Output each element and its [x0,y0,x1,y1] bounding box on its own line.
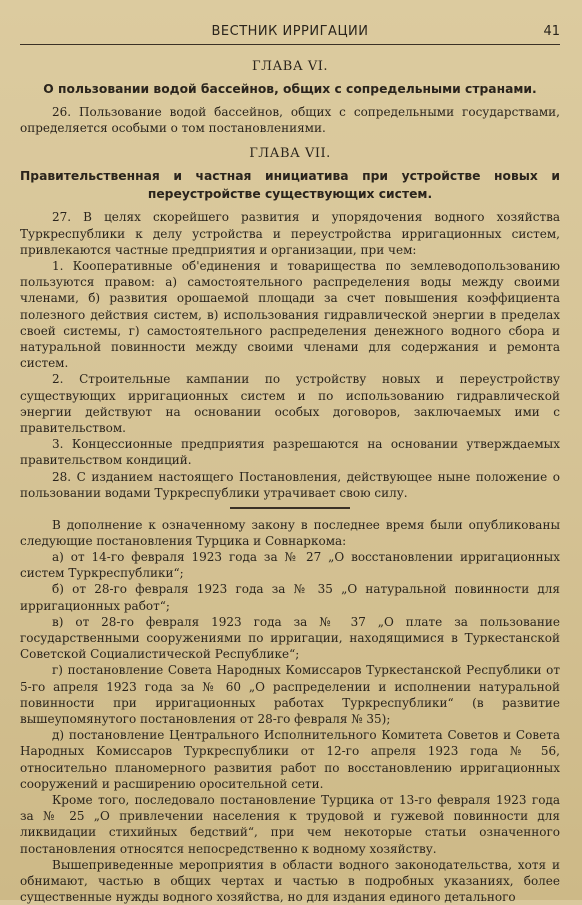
article-28: 28. С изданием настоящего Постановления, действующее ныне положение о пользовании водами Туркреспублики утрачивает свою силу. [20,469,560,500]
article-27-item-2: 2. Строительные кампании по устройству новых и переустройству существующих ирригационных систем и по использованию гидравлической энергии действуют на основании особых договоров, заключаемых ими с правительством. [20,372,560,436]
addendum-item-g: г) постановление Совета Народных Комиссаров Туркестанской Республики от 5-го апреля 1923 года за № 60 „О распределении и исполнении натуральной повинности при ирригационных работах Туркреспублики“ (в развитие вышеупомянутого постановления от 28-го февраля № 35); [20,663,560,726]
page-number: 41 [543,24,560,39]
running-header [20,22,560,45]
chapter-7-heading: Правительственная и частная инициатива при устройстве новых и переустройстве существующих систем. [20,169,560,202]
addendum-final: Вышеприведенные мероприятия в области водного законодательства, хотя и обнимают, частью в общих чертах и частью в подробных указаниях, более существенные нужды водного хозяйства, но для издания единого детального [20,857,560,905]
article-27-item-3: 3. Концессионные предприятия разрешаются на основании утверждаемых правительством кондиций. [20,437,560,468]
article-27-item-1: 1. Кооперативные об'единения и товарищества по землеводопользованию пользуются правом: а) самостоятельного распределения воды между своими членами, б) развития орошаемой площади за счет повышения коэффициента полезного действия систем, в) использования гидравлической энергии в пределах своей системы, г) самостоятельного распределения денежного водного сбора и натуральной повинности между своими членами для содержания и ремонта систем. [20,259,560,371]
journal-title: ВЕСТНИК ИРРИГАЦИИ [211,24,369,39]
addendum-more: Кроме того, последовало постановление Турцика от 13-го февраля 1923 года за № 25 „О привлечении населения к трудовой и гужевой повинности для ликвидации стихийных бедствий“, при чем некоторые статьи означенного постановления относятся непосредственно к водному хозяйству. [20,793,560,856]
addendum-intro: В дополнение к означенному закону в последнее время были опубликованы следующие постановления Турцика и Совнаркома: [20,517,560,548]
section-divider [230,507,350,509]
chapter-6-heading: О пользовании водой бассейнов, общих с сопредельными странами. [43,82,537,96]
addendum-item-b: б) от 28-го февраля 1923 года за № 35 „О натуральной повинности для ирригационных работ“; [20,582,560,613]
addendum-item-a: а) от 14-го февраля 1923 года за № 27 „О восстановлении ирригационных систем Туркреспублики“; [20,549,560,581]
chapter-7-label: ГЛАВА VII. [249,146,331,162]
chapter-6-label: ГЛАВА VI. [252,59,328,74]
addendum-item-d: д) постановление Центрального Исполнительного Комитета Советов и Совета Народных Комиссаров Туркреспублики от 12-го апреля 1923 года № 56, относительно планомерного развития работ по восстановлению ирригационных сооружений и расширению оросительной сети. [20,728,560,791]
addendum-item-v: в) от 28-го февраля 1923 года за № 37 „О плате за пользование государственными сооружениями по ирригации, находящимися в Туркестанской Советской Социалистической Республике“; [20,614,560,662]
article-27: 27. В целях скорейшего развития и упорядочения водного хозяйства Туркреспублики к делу устройства и переустройства ирригационных систем, привлекаются частные предприятия и организации, при чем: [20,210,560,257]
article-26: 26. Пользование водой бассейнов, общих с сопредельными государствами, определяется особыми о том постановлениями. [20,105,560,136]
